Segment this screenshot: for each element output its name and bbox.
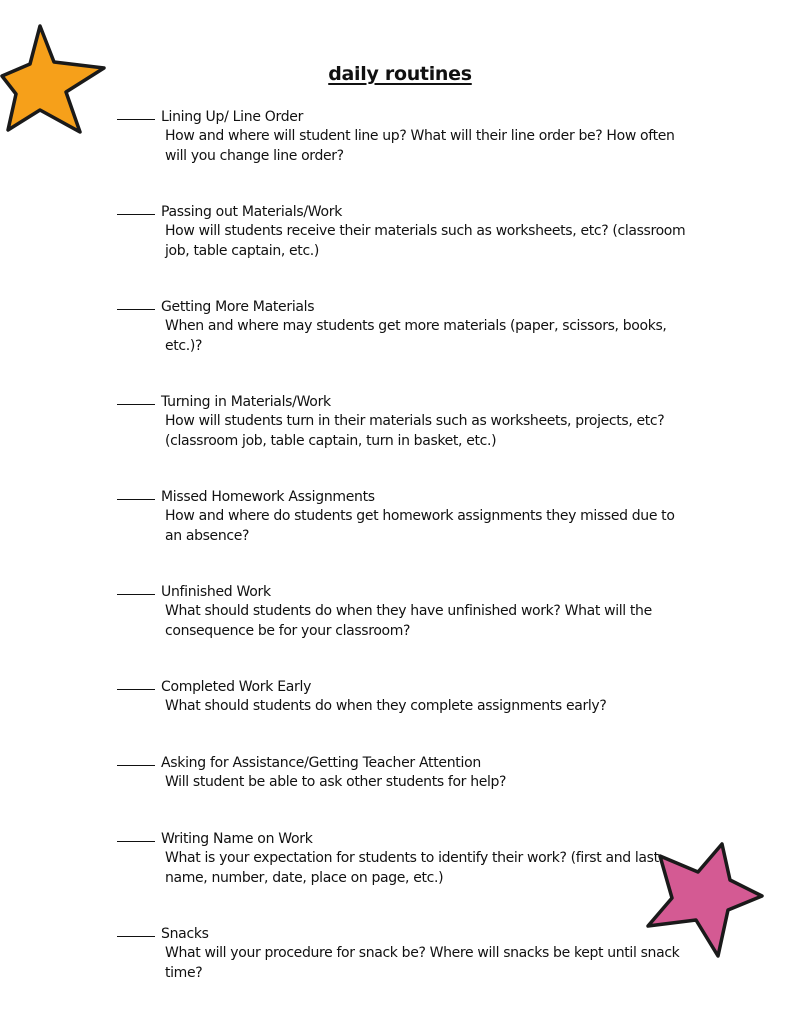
check-blank-line bbox=[117, 829, 155, 842]
routine-description: When and where may students get more materials (paper, scissors, books, etc.)? bbox=[165, 318, 667, 354]
routine-description: What should students do when they have unfinished work? What will the consequence be for your classroom? bbox=[165, 603, 652, 639]
routine-heading-row bbox=[117, 678, 717, 697]
routine-heading-row bbox=[117, 393, 717, 412]
routine-heading-row bbox=[117, 298, 717, 317]
routine-item bbox=[117, 830, 717, 888]
routine-heading-row bbox=[117, 488, 717, 507]
routine-description: What should students do when they complete assignments early? bbox=[165, 698, 607, 714]
check-blank-line bbox=[117, 297, 155, 310]
routine-heading-row bbox=[117, 108, 717, 127]
routine-heading: Snacks bbox=[161, 926, 209, 942]
check-blank-line bbox=[117, 392, 155, 405]
routine-item bbox=[117, 488, 717, 546]
routine-heading-row bbox=[117, 203, 717, 222]
check-blank-line bbox=[117, 487, 155, 500]
routine-heading: Completed Work Early bbox=[161, 679, 312, 695]
routine-item bbox=[117, 203, 717, 261]
check-blank-line bbox=[117, 924, 155, 937]
routine-heading-row bbox=[117, 754, 717, 773]
routine-heading-row bbox=[117, 830, 717, 849]
routine-item bbox=[117, 678, 717, 717]
routine-item bbox=[117, 754, 717, 793]
routine-description: How and where will student line up? What will their line order be? How often will you change line order? bbox=[165, 128, 675, 164]
routine-description: How will students turn in their materials such as worksheets, projects, etc? (classroom job, table captain, turn in basket, etc.) bbox=[165, 413, 665, 449]
check-blank-line bbox=[117, 677, 155, 690]
routine-description: Will student be able to ask other students for help? bbox=[165, 774, 507, 790]
check-blank-line bbox=[117, 107, 155, 120]
routine-description: How will students receive their materials such as worksheets, etc? (classroom job, table captain, etc.) bbox=[165, 223, 686, 259]
routine-heading: Writing Name on Work bbox=[161, 831, 313, 847]
check-blank-line bbox=[117, 202, 155, 215]
page-title: daily routines bbox=[328, 63, 472, 85]
routine-heading: Unfinished Work bbox=[161, 584, 271, 600]
routine-heading-row bbox=[117, 925, 717, 944]
routine-heading: Lining Up/ Line Order bbox=[161, 109, 304, 125]
routine-heading-row bbox=[117, 583, 717, 602]
check-blank-line bbox=[117, 582, 155, 595]
routine-item bbox=[117, 583, 717, 641]
check-blank-line bbox=[117, 753, 155, 766]
routine-heading: Missed Homework Assignments bbox=[161, 489, 375, 505]
routine-item bbox=[117, 925, 717, 983]
routine-heading: Asking for Assistance/Getting Teacher Attention bbox=[161, 755, 481, 771]
routine-description: How and where do students get homework assignments they missed due to an absence? bbox=[165, 508, 675, 544]
routine-heading: Turning in Materials/Work bbox=[161, 394, 331, 410]
routine-item bbox=[117, 108, 717, 166]
routine-item bbox=[117, 298, 717, 356]
routine-item bbox=[117, 393, 717, 451]
routine-heading: Passing out Materials/Work bbox=[161, 204, 342, 220]
routine-description: What is your expectation for students to identify their work? (first and last name, number, date, place on page, etc.) bbox=[165, 850, 659, 886]
routine-description: What will your procedure for snack be? Where will snacks be kept until snack time? bbox=[165, 945, 680, 981]
routine-heading: Getting More Materials bbox=[161, 299, 315, 315]
